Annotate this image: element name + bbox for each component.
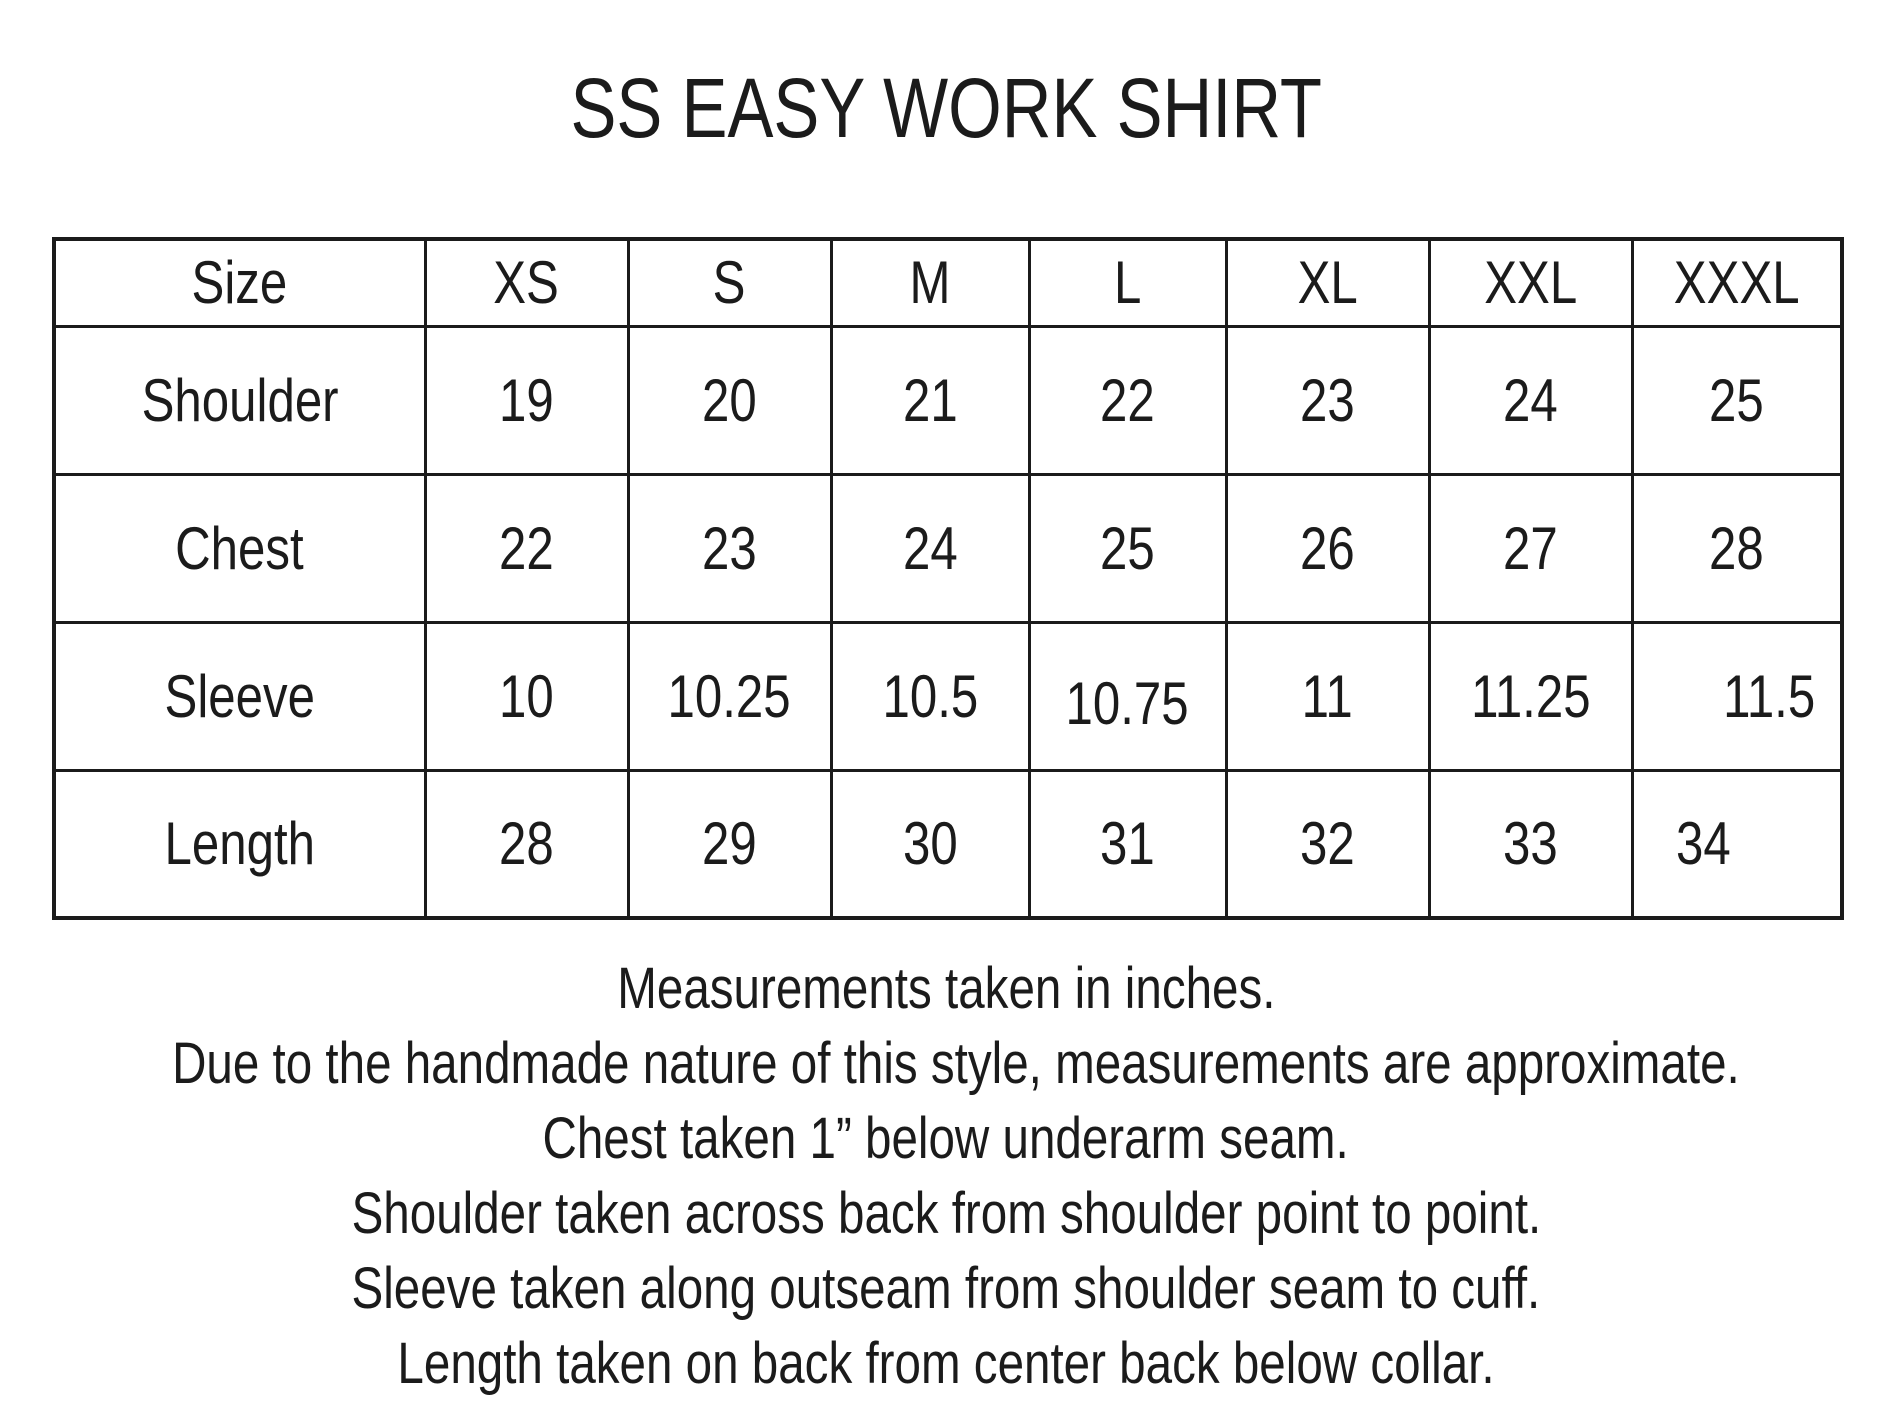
column-header-xxl bbox=[1429, 239, 1632, 326]
column-header-size-label: Size bbox=[191, 249, 288, 317]
cell-chest-xxl bbox=[1429, 474, 1632, 622]
cell-sleeve-l bbox=[1029, 622, 1226, 770]
cell-value: 23 bbox=[1300, 366, 1355, 434]
cell-length-xxl bbox=[1429, 770, 1632, 918]
note-line bbox=[0, 1026, 1892, 1101]
cell-value: 30 bbox=[902, 810, 958, 878]
row-label-length bbox=[54, 770, 425, 918]
table-row-sleeve bbox=[54, 622, 1842, 770]
note-line-text: Due to the handmade nature of this style, measurements are approximate. bbox=[172, 1031, 1740, 1096]
column-header-l-label: L bbox=[1113, 249, 1142, 317]
column-header-xl bbox=[1226, 239, 1429, 326]
cell-chest-xs bbox=[425, 474, 628, 622]
note-line bbox=[0, 1101, 1892, 1176]
cell-length-xs bbox=[425, 770, 628, 918]
cell-value: 28 bbox=[1709, 514, 1765, 582]
column-header-xs-label: XS bbox=[493, 249, 560, 317]
cell-value: 24 bbox=[902, 514, 958, 582]
cell-shoulder-m bbox=[831, 326, 1029, 474]
cell-sleeve-s bbox=[628, 622, 831, 770]
note-line-text: Chest taken 1” below underarm seam. bbox=[542, 1106, 1350, 1171]
cell-value: 20 bbox=[702, 366, 757, 434]
cell-value: 32 bbox=[1300, 810, 1355, 878]
cell-sleeve-xs bbox=[425, 622, 628, 770]
size-chart-table bbox=[52, 237, 1844, 920]
cell-value: 26 bbox=[1300, 514, 1355, 582]
row-label-text: Shoulder bbox=[141, 366, 339, 434]
row-label-text: Length bbox=[164, 810, 315, 878]
column-header-size bbox=[54, 239, 425, 326]
column-header-s bbox=[628, 239, 831, 326]
cell-length-s bbox=[628, 770, 831, 918]
column-header-m-label: M bbox=[909, 249, 951, 317]
column-header-xxxl bbox=[1632, 239, 1842, 326]
cell-chest-m bbox=[831, 474, 1029, 622]
cell-value: 10.75 bbox=[1065, 669, 1190, 737]
row-label-shoulder bbox=[54, 326, 425, 474]
cell-sleeve-xxxl bbox=[1632, 622, 1842, 770]
row-label-text: Chest bbox=[175, 514, 305, 582]
cell-value: 11 bbox=[1301, 662, 1354, 730]
cell-sleeve-xxl bbox=[1429, 622, 1632, 770]
column-header-m bbox=[831, 239, 1029, 326]
cell-value: 11.5 bbox=[1722, 662, 1815, 730]
cell-shoulder-xxl bbox=[1429, 326, 1632, 474]
cell-shoulder-xxxl bbox=[1632, 326, 1842, 474]
column-header-xxl-label: XXL bbox=[1483, 249, 1577, 317]
page-title bbox=[0, 55, 1892, 161]
cell-value: 25 bbox=[1709, 366, 1765, 434]
cell-sleeve-xl bbox=[1226, 622, 1429, 770]
cell-chest-xl bbox=[1226, 474, 1429, 622]
column-header-l bbox=[1029, 239, 1226, 326]
cell-value: 28 bbox=[499, 810, 554, 878]
cell-value: 24 bbox=[1503, 366, 1558, 434]
cell-value: 11.25 bbox=[1470, 662, 1591, 730]
column-header-xl-label: XL bbox=[1297, 249, 1358, 317]
note-line bbox=[0, 951, 1892, 1026]
cell-sleeve-m bbox=[831, 622, 1029, 770]
cell-shoulder-s bbox=[628, 326, 831, 474]
cell-value: 22 bbox=[499, 514, 554, 582]
header-row bbox=[54, 239, 1842, 326]
note-line bbox=[0, 1251, 1892, 1326]
table-row-chest bbox=[54, 474, 1842, 622]
cell-value: 10 bbox=[499, 662, 554, 730]
cell-value: 31 bbox=[1100, 810, 1155, 878]
row-label-chest bbox=[54, 474, 425, 622]
cell-value: 34 bbox=[1675, 810, 1731, 878]
cell-value: 33 bbox=[1503, 810, 1558, 878]
cell-value: 10.25 bbox=[667, 662, 792, 730]
table-row-length bbox=[54, 770, 1842, 918]
page-title-text: SS EASY WORK SHIRT bbox=[570, 61, 1322, 155]
note-line-text: Shoulder taken across back from shoulder point to point. bbox=[351, 1181, 1541, 1246]
note-line-text: Length taken on back from center back below collar. bbox=[397, 1331, 1495, 1396]
cell-value: 10.5 bbox=[882, 662, 978, 730]
cell-value: 23 bbox=[702, 514, 757, 582]
cell-length-m bbox=[831, 770, 1029, 918]
row-label-sleeve bbox=[54, 622, 425, 770]
cell-value: 22 bbox=[1100, 366, 1155, 434]
cell-length-xl bbox=[1226, 770, 1429, 918]
note-line bbox=[0, 1326, 1892, 1401]
cell-value: 25 bbox=[1100, 514, 1155, 582]
measurement-notes bbox=[0, 951, 1892, 1401]
table-row-shoulder bbox=[54, 326, 1842, 474]
cell-value: 19 bbox=[499, 366, 554, 434]
note-line-text: Sleeve taken along outseam from shoulder seam to cuff. bbox=[351, 1256, 1541, 1321]
cell-value: 21 bbox=[902, 366, 958, 434]
cell-shoulder-xs bbox=[425, 326, 628, 474]
note-line bbox=[0, 1176, 1892, 1251]
cell-chest-s bbox=[628, 474, 831, 622]
cell-chest-l bbox=[1029, 474, 1226, 622]
cell-shoulder-l bbox=[1029, 326, 1226, 474]
column-header-xs bbox=[425, 239, 628, 326]
cell-value: 27 bbox=[1503, 514, 1558, 582]
row-label-text: Sleeve bbox=[164, 662, 315, 730]
cell-chest-xxxl bbox=[1632, 474, 1842, 622]
cell-length-xxxl bbox=[1632, 770, 1842, 918]
cell-value: 29 bbox=[702, 810, 757, 878]
note-line-text: Measurements taken in inches. bbox=[616, 956, 1276, 1021]
column-header-s-label: S bbox=[713, 249, 746, 317]
cell-length-l bbox=[1029, 770, 1226, 918]
cell-shoulder-xl bbox=[1226, 326, 1429, 474]
column-header-xxxl-label: XXXL bbox=[1673, 249, 1800, 317]
